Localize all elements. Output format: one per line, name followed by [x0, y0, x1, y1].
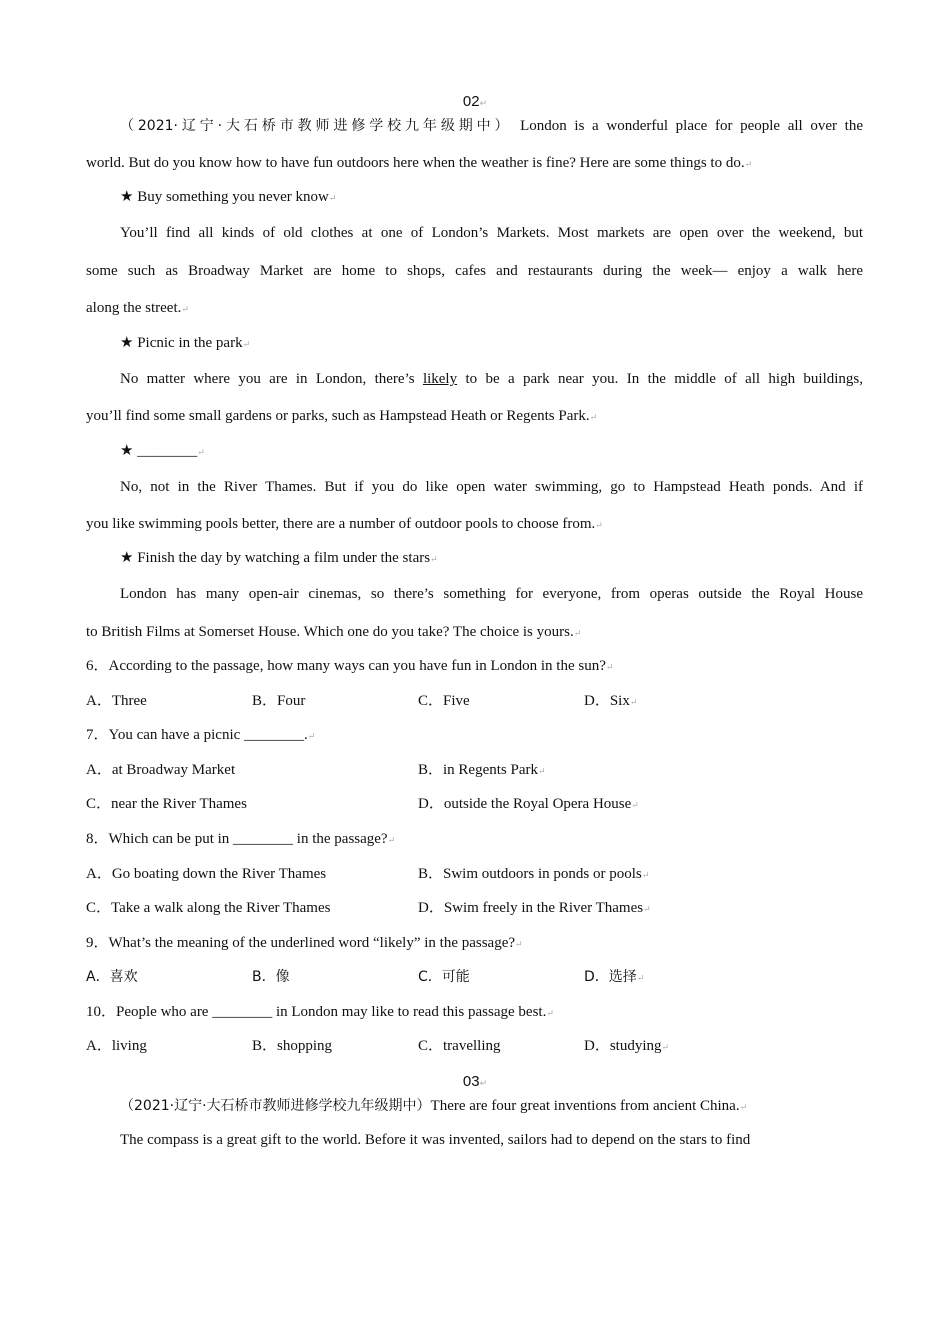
q7-option-b[interactable]: B．in Regents Park↵: [418, 762, 546, 778]
q10-option-a[interactable]: A．living: [86, 1038, 147, 1054]
para2-line2: you’ll find some small gardens or parks, such as Hampstead Heath or Regents Park.↵: [86, 408, 598, 424]
q8-option-a[interactable]: A．Go boating down the River Thames: [86, 866, 327, 882]
heading-picnic: ★ Picnic in the park↵: [120, 335, 251, 351]
q10-option-d[interactable]: D．studying↵: [584, 1038, 670, 1054]
q10-option-c[interactable]: C．travelling: [418, 1038, 501, 1054]
q10-option-b[interactable]: B．shopping: [252, 1038, 333, 1054]
q7-option-c[interactable]: C．near the River Thames: [86, 796, 247, 812]
passage2-intro-line2: world. But do you know how to have fun outdoors here when the weather is fine? Here are some things to do.↵: [86, 155, 753, 171]
q7-option-a[interactable]: A．at Broadway Market: [86, 762, 236, 778]
q6-option-d[interactable]: D．Six↵: [584, 693, 638, 709]
heading-blank: ★ ________↵: [120, 443, 205, 459]
para2-line1: No matter where you are in London, there’s likely to be a park near you. In the middle of all high buildings,: [120, 371, 864, 387]
question-7-stem: 7．You can have a picnic ________.↵: [86, 727, 316, 743]
para1-line3: along the street.↵: [86, 300, 189, 316]
q6-option-c[interactable]: C．Five: [418, 693, 470, 709]
q9-option-c[interactable]: C．可能: [418, 969, 470, 985]
passage-number-02: 02↵: [462, 93, 488, 110]
q9-option-a[interactable]: A．喜欢: [86, 969, 138, 985]
passage-number-03: 03↵: [462, 1073, 488, 1090]
underlined-word-likely: likely: [422, 371, 458, 387]
heading-film: ★ Finish the day by watching a film under the stars↵: [120, 550, 438, 566]
q7-option-d[interactable]: D．outside the Royal Opera House↵: [418, 796, 639, 812]
para1-line1: You’ll find all kinds of old clothes at one of London’s Markets. Most markets are open over the weekend, but: [120, 225, 863, 241]
question-10-stem: 10．People who are ________ in London may like to read this passage best.↵: [86, 1004, 554, 1020]
q9-option-d[interactable]: D．选择↵: [584, 969, 645, 985]
q8-option-b[interactable]: B．Swim outdoors in ponds or pools↵: [418, 866, 650, 882]
para3-line2: you like swimming pools better, there are a number of outdoor pools to choose from.↵: [86, 516, 603, 532]
passage3-intro: （2021·辽宁·大石桥市教师进修学校九年级期中）There are four great inventions from ancient China.↵: [120, 1098, 748, 1114]
question-9-stem: 9．What’s the meaning of the underlined word “likely” in the passage?↵: [86, 935, 523, 951]
q6-option-b[interactable]: B．Four: [252, 693, 306, 709]
q8-option-c[interactable]: C．Take a walk along the River Thames: [86, 900, 331, 916]
q9-option-b[interactable]: B．像: [252, 969, 290, 985]
passage2-intro-line1: （2021·辽宁·大石桥市教师进修学校九年级期中） London is a wonderful place for people all over the: [120, 118, 864, 134]
q8-option-d[interactable]: D．Swim freely in the River Thames↵: [418, 900, 651, 916]
passage3-para1: The compass is a great gift to the world. Before it was invented, sailors had to depend on the stars to find: [120, 1132, 751, 1148]
question-6-stem: 6．According to the passage, how many ways can you have fun in London in the sun?↵: [86, 658, 614, 674]
q6-option-a[interactable]: A．Three: [86, 693, 147, 709]
para4-line1: London has many open-air cinemas, so there’s something for everyone, from operas outside the Royal House: [120, 586, 863, 602]
question-8-stem: 8．Which can be put in ________ in the passage?↵: [86, 831, 396, 847]
para4-line2: to British Films at Somerset House. Which one do you take? The choice is yours.↵: [86, 624, 582, 640]
heading-buy-something: ★ Buy something you never know↵: [120, 189, 337, 205]
para3-line1: No, not in the River Thames. But if you do like open water swimming, go to Hampstead Heath ponds. And if: [120, 479, 863, 495]
para1-line2: some such as Broadway Market are home to shops, cafes and restaurants during the week— enjoy a walk here: [86, 263, 863, 279]
